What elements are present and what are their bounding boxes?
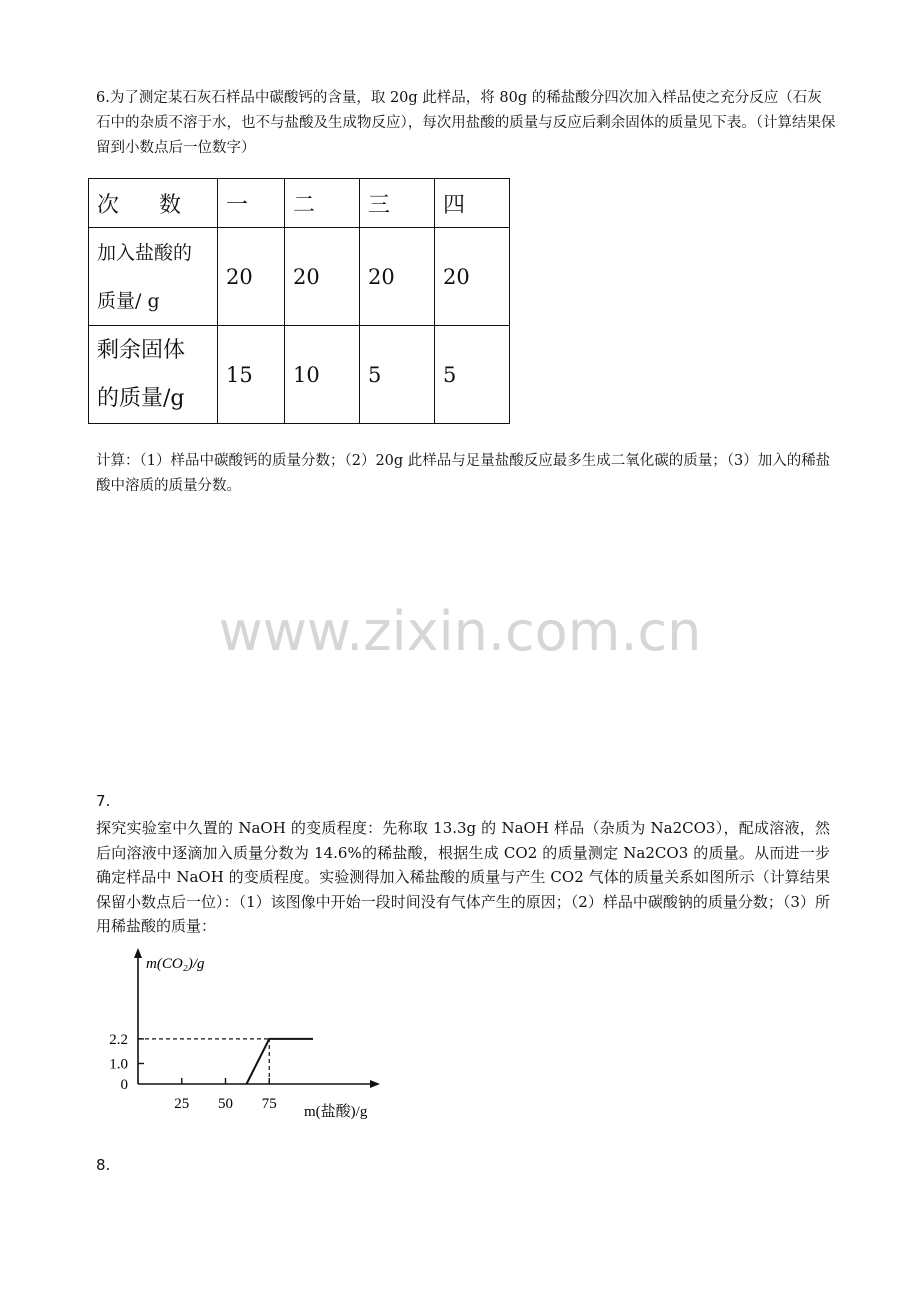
x-axis-arrow (370, 1080, 380, 1088)
header-col-4: 四 (435, 179, 510, 228)
solid-value-3: 5 (360, 326, 435, 424)
table-row-solid (89, 326, 510, 424)
x-tick-label-75: 75 (261, 1096, 277, 1112)
x-tick-label-25: 25 (174, 1096, 190, 1112)
question-7-text: 探究实验室中久置的 NaOH 的变质程度：先称取 13.3g 的 NaOH 样品（杂质为 Na2CO3），配成溶液，然后向溶液中逐滴加入质量分数为 14.6%的稀盐酸，根据生成 CO2 的质量测定 Na2CO3 的质量。从而进一步确定样品中 NaOH 的变质程度。实验测得加入稀盐酸的质量与产生 CO2 气体的质量关系如图所示（计算结果保留小数点后一位）：（1）该图像中开始一段时间没有气体产生的原因；（2）样品中碳酸钠的质量分数；（3）所用稀盐酸的质量： (96, 819, 830, 935)
table-row-acid (89, 228, 510, 326)
solid-label-cell (89, 326, 218, 424)
question-7-number: 7. (96, 792, 111, 810)
acid-label-cell (89, 228, 218, 326)
solid-label-line-2: 的质量/g (97, 385, 185, 411)
header-label-a: 次 (97, 192, 120, 218)
solid-value-2: 10 (285, 326, 360, 424)
graph-axes (109, 948, 380, 1112)
solid-value-4: 5 (435, 326, 510, 424)
header-label-cell (89, 179, 218, 228)
acid-value-2: 20 (285, 228, 360, 326)
acid-value-1: 20 (218, 228, 285, 326)
graph-marks (138, 1039, 313, 1084)
co2-graph (96, 944, 396, 1124)
solid-label-line-1: 剩余固体 (97, 337, 186, 363)
question-8-number: 8. (96, 1156, 111, 1174)
acid-value-3: 20 (360, 228, 435, 326)
table-header-row (89, 179, 510, 228)
x-axis-label: m(盐酸)/g (304, 1104, 368, 1120)
y-tick-label-0: 0 (120, 1077, 128, 1093)
question-6-text: 6.为了测定某石灰石样品中碳酸钙的含量，取 20g 此样品，将 80g 的稀盐酸分四次加入样品使之充分反应（石灰石中的杂质不溶于水，也不与盐酸及生成物反应），每次用盐酸的质量与反应后剩余固体的质量见下表。（计算结果保留到小数点后一位数字） (96, 90, 836, 156)
header-col-2: 二 (285, 179, 360, 228)
series-line-1 (247, 1039, 314, 1084)
acid-label-line-2: 质量/ g (97, 289, 160, 312)
y-tick-label-1.0: 1.0 (109, 1056, 128, 1073)
header-col-1: 一 (218, 179, 285, 228)
question-6-calc: 计算：（1）样品中碳酸钙的质量分数；（2）20g 此样品与足量盐酸反应最多生成二氧化碳的质量；（3）加入的稀盐酸中溶质的质量分数。 (96, 453, 831, 494)
y-axis-label: m(CO₂)/g (146, 956, 205, 972)
header-col-3: 三 (360, 179, 435, 228)
results-table (88, 178, 510, 424)
y-axis-arrow (134, 948, 142, 958)
header-label-b: 数 (159, 192, 182, 218)
acid-label-line-1: 加入盐酸的 (97, 241, 193, 264)
x-tick-label-50: 50 (218, 1096, 233, 1112)
watermark: www.zixin.com.cn (218, 600, 702, 663)
y-tick-label-2.2: 2.2 (109, 1031, 128, 1048)
solid-value-1: 15 (218, 326, 285, 424)
acid-value-4: 20 (435, 228, 510, 326)
